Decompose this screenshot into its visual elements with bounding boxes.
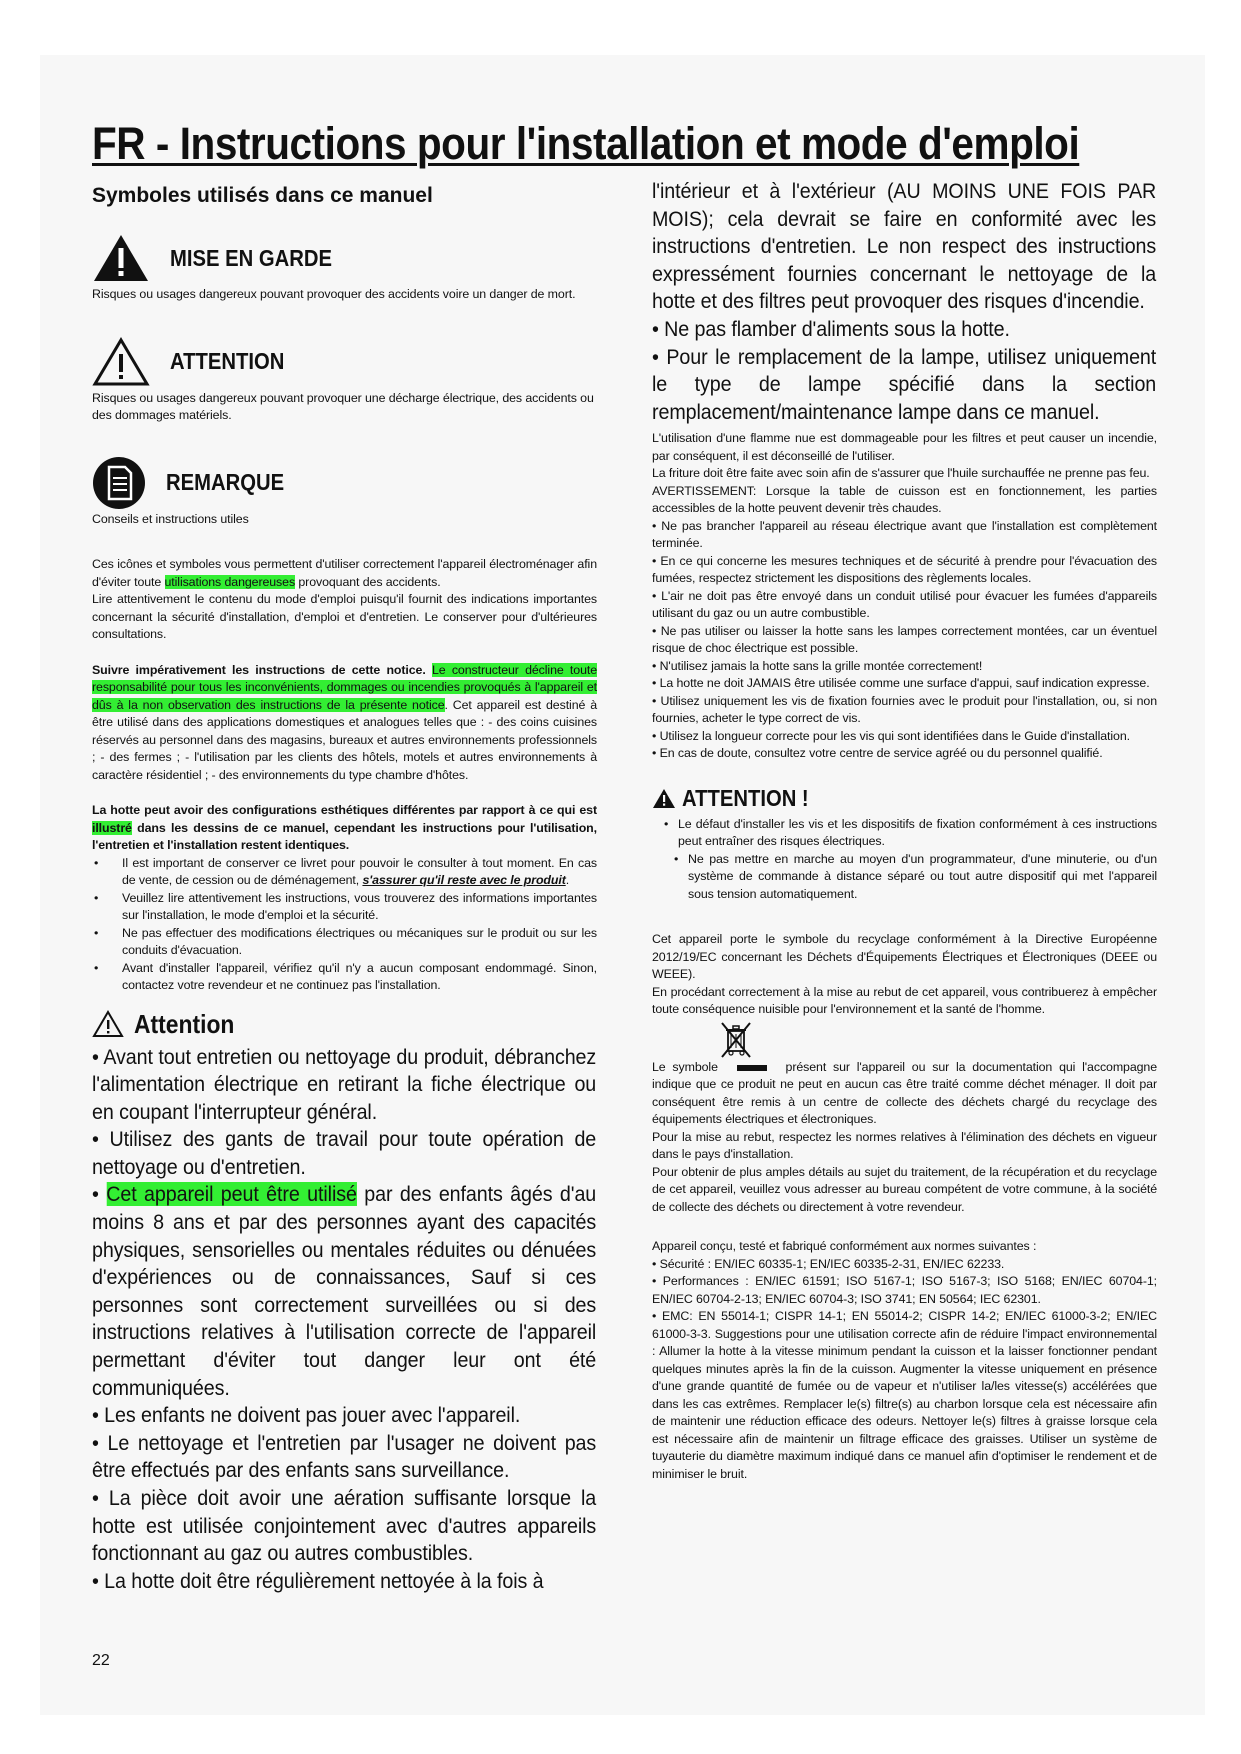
note-title: REMARQUE: [166, 469, 285, 495]
list-item: • Veuillez lire attentivement les instructions, vous trouverez des informations importantes sur l'installation, le mode d'emploi et la sécurité.: [94, 890, 597, 922]
warning-outline-icon: [92, 1010, 124, 1038]
list-item: • Cet appareil peut être utilisé par des enfants âgés d'au moins 8 ans et par des personnes ayant des capacités physiques, sensorielles ou mentales réduites ou dénuées d'expériences ou de connaissances, Sauf si ces personnes sont correctement surveillées ou si des instructions relatives à l'utilisation correcte de l'appareil permettant d'éviter tout danger leur ont été communiquées.: [92, 1182, 597, 1400]
page-number: 22: [92, 1652, 110, 1669]
symbols-heading: Symboles utilisés dans ce manuel: [92, 184, 433, 207]
weee-paragraph: Le symbole présent sur l'appareil ou sur la documentation qui l'accompagne indique que ce produit ne peut en aucun cas être traité comme déchet ménager. Il doit par conséquent être remis à un centre de collecte des déchets chargé du recyclage des équipements électriques et électroniques.: [652, 1059, 1158, 1127]
list-item: • Utilisez des gants de travail pour toute opération de nettoyage ou d'entretien.: [92, 1127, 597, 1179]
note-text: Conseils et instructions utiles: [92, 511, 249, 526]
symbol-note: [92, 455, 597, 529]
note-document-icon: [92, 456, 146, 510]
safety-notes: L'utilisation d'une flamme nue est dommageable pour les filtres et peut causer un incendie, par conséquent, il est déconseillé de l'utiliser. La friture doit être faite avec soin afin de s'assurer que l'huile surchauffée ne prenne pas feu. AVERTISSEMENT: Lorsque la table de cuisson est en fonctionnement, les parties accessibles de la hotte peuvent devenir très chaudes. • Ne pas brancher l'appareil au réseau électrique avant que l'installation est complètement terminée. • En ce qui concerne les mesures techniques et de sécurité à prendre pour l'évacuation des fumées, respectez strictement les dispositions des règlements locales. • L'air ne doit pas être envoyé dans un conduit utilisé pour évacuer les fumées d'appareils utilisant du gaz ou un autre combustible. • Ne pas utiliser ou laisser la hotte sans les lampes correctement montées, car un éventuel risque de choc électrique est possible. • N'utilisez jamais la hotte sans la grille montée correctement! • La hotte ne doit JAMAIS être utilisée comme une surface d'appui, sauf indication expresse. • Utilisez uniquement les vis de fixation fournies avec le produit pour l'installation, ou, si non fournies, acheter le type correct de vis. • Utilisez la longueur correcte pour les vis qui sont identifiées dans le Guide d'installation. • En cas de doute, consultez votre centre de service agréé ou du personnel qualifié.: [652, 431, 1157, 761]
warning-text: Risques ou usages dangereux pouvant provoquer des accidents voire un danger de mort.: [92, 287, 576, 301]
intro-paragraph-2: Lire attentivement le contenu du mode d'emploi puisqu'il fournit des indications importantes concernant la sécurité d'installation, d'emploi et d'entretien. Le conserver pour d'ultérieures consultations.: [92, 592, 597, 641]
intro-paragraph-1: Ces icônes et symboles vous permettent d'utiliser correctement l'appareil électroménager afin d'éviter toute utilisations dangereuses provoquant des accidents.: [92, 557, 597, 589]
attention-title: ATTENTION: [170, 348, 285, 374]
page-title: FR - Instructions pour l'installation et mode d'emploi: [92, 118, 1080, 169]
list-item: l'intérieur et à l'extérieur (AU MOINS UNE FOIS PAR MOIS); cela devrait se faire en conformité avec les instructions d'entretien. Le non respect des instructions expressément fournies concernant le nettoyage de la hotte et des filtres peut provoquer des risques d'incendie.: [652, 179, 1157, 314]
intro-bullets: [92, 855, 597, 995]
warning-filled-icon: [92, 233, 150, 283]
symbol-attention: [92, 334, 597, 425]
attention2-heading: ATTENTION !: [652, 785, 1157, 812]
attention-text: Risques ou usages dangereux pouvant provoquer une décharge électrique, des accidents ou des dommages matériels.: [92, 390, 594, 422]
recycling-section: Cet appareil porte le symbole du recyclage conformément à la Directive Européenne 2012/19/EC concernant les Déchets d'Équipements Électriques et Électroniques (DEEE ou WEEE). En procédant correctement à la mise au rebut de cet appareil, vous contribuerez à empêcher toute conséquence nuisible pour l'environnement et la santé de l'homme. Le symbole présent sur l'appareil ou sur la documentation qui l'accompagne indique que ce produit ne peut en aucun cas être traité comme déchet ménager. Il doit par conséquent être remis à un centre de collecte des déchets chargé du recyclage des équipements électriques et électroniques. Pour la mise au rebut, respectez les normes relatives à l'élimination des déchets en vigueur dans le pays d'installation. Pour obtenir de plus amples détails au sujet du traitement, de la récupération et du recyclage de cet appareil, veuillez vous adresser au bureau compétent de votre commune, à la société de collecte des déchets ou directement à votre revendeur.: [652, 932, 1158, 1214]
right-column: [652, 178, 1157, 1483]
standards-section: Appareil conçu, testé et fabriqué conformément aux normes suivantes : • Sécurité : EN/IEC 60335-1; EN/IEC 60335-2-31, EN/IEC 62233. • Performances : EN/IEC 61591; ISO 5167-1; ISO 5167-3; ISO 5168; EN/IEC 60704-1; EN/IEC 60704-2-13; EN/IEC 60704-3; ISO 3741; EN 50564; IEC 62301. • EMC: EN 55014-1; CISPR 14-1; EN 55014-2; CISPR 14-2; EN/IEC 61000-3-2; EN/IEC 61000-3-3. Suggestions pour une utilisation correcte afin de réduire l'impact environnemental : Allumer la hotte à la vitesse minimum pendant la cuisson et la laisser fonctionner pendant quelques minutes après la fin de la cuisson. Augmenter la vitesse uniquement en présence d'une grande quantité de fumée ou de vapeur et n'utiliser la/les vitesse(s) accélérées que dans les cas extrêmes. Remplacer le(s) filtre(s) au charbon lorsque cela est nécessaire afin de maintenir une réduction efficace des odeurs. Nettoyer le(s) filtres à graisse lorsque cela est nécessaire afin de maintenir un filtrage efficace des graisses. Utiliser un système de tuyauterie du diamètre maximum indiqué dans ce manuel afin d'optimiser le rendement et de minimiser le bruit.: [652, 1239, 1157, 1481]
right-large-text: [652, 178, 1156, 426]
warning-outline-icon: [92, 337, 150, 387]
list-item: • Ne pas effectuer des modifications électriques ou mécaniques sur le produit ou sur les conduits d'évacuation.: [94, 925, 597, 957]
list-item: • Il est important de conserver ce livret pour pouvoir le consulter à tout moment. En cas de vente, de cession ou de déménagement, s'assurer qu'il reste avec le produit.: [94, 855, 597, 887]
list-item: • La pièce doit avoir une aération suffisante lorsque la hotte est utilisée conjointement avec d'autres appareils fonctionnant au gaz ou autres combustibles.: [92, 1486, 597, 1566]
warning-title: MISE EN GARDE: [170, 244, 332, 271]
list-item: • Avant d'installer l'appareil, vérifiez qu'il n'y a aucun composant endommagé. Sinon, contactez votre revendeur et ne continuez pas l'installation.: [94, 960, 597, 992]
left-column: [92, 180, 597, 1595]
attention-heading: Attention: [92, 1009, 597, 1040]
list-item: • Le nettoyage et l'entretien par l'usager ne doivent pas être effectués par des enfants sans surveillance.: [92, 1430, 597, 1483]
list-item: • Ne pas mettre en marche au moyen d'un programmateur, d'une minuterie, ou d'un système de commande à distance séparé ou tout autre dispositif qui met l'appareil sous tension automatiquement.: [674, 851, 1157, 901]
weee-bar-icon: [737, 1065, 767, 1071]
attention2-list: [652, 816, 1157, 904]
warning-filled-icon: [652, 788, 676, 809]
list-item: • Les enfants ne doivent pas jouer avec l'appareil.: [92, 1403, 521, 1428]
intro-paragraph-4: La hotte peut avoir des configurations esthétiques différentes par rapport à ce qui est illustré dans les dessins de ce manuel, cependant les instructions pour l'utilisation, l'entretien et l'installation restent identiques.: [92, 803, 597, 852]
list-item: • Pour le remplacement de la lampe, utilisez uniquement le type de lampe spécifié dans la section remplacement/maintenance lampe dans ce manuel.: [652, 344, 1157, 424]
list-item: • Avant tout entretien ou nettoyage du produit, débranchez l'alimentation électrique en retirant la fiche électrique ou en coupant l'interrupteur général.: [92, 1044, 597, 1124]
attention-list: [92, 1044, 596, 1596]
list-item: • Le défaut d'installer les vis et les dispositifs de fixation conformément à ces instructions peut entraîner des risques électriques.: [664, 816, 1157, 849]
weee-bin-icon: [718, 1021, 754, 1061]
symbol-warning: [92, 230, 597, 304]
list-item: • La hotte doit être régulièrement nettoyée à la fois à: [92, 1568, 544, 1593]
list-item: • Ne pas flamber d'aliments sous la hotte.: [652, 316, 1010, 341]
intro-paragraph-3: Suivre impérativement les instructions de cette notice. Le constructeur décline toute responsabilité pour tous les inconvénients, dommages ou incendies provoqués à l'appareil et dûs à la non observation des instructions de la présente notice. Cet appareil est destiné à être utilisé dans des applications domestiques et analogues telles que : - des coins cuisines réservés au personnel dans des magasins, bureaux et autres environnements professionnels ; - des fermes ; - l'utilisation par les clients des hôtels, motels et autres environnements à caractère résidentiel ; - des environnements du type chambre d'hôtes.: [92, 662, 597, 782]
